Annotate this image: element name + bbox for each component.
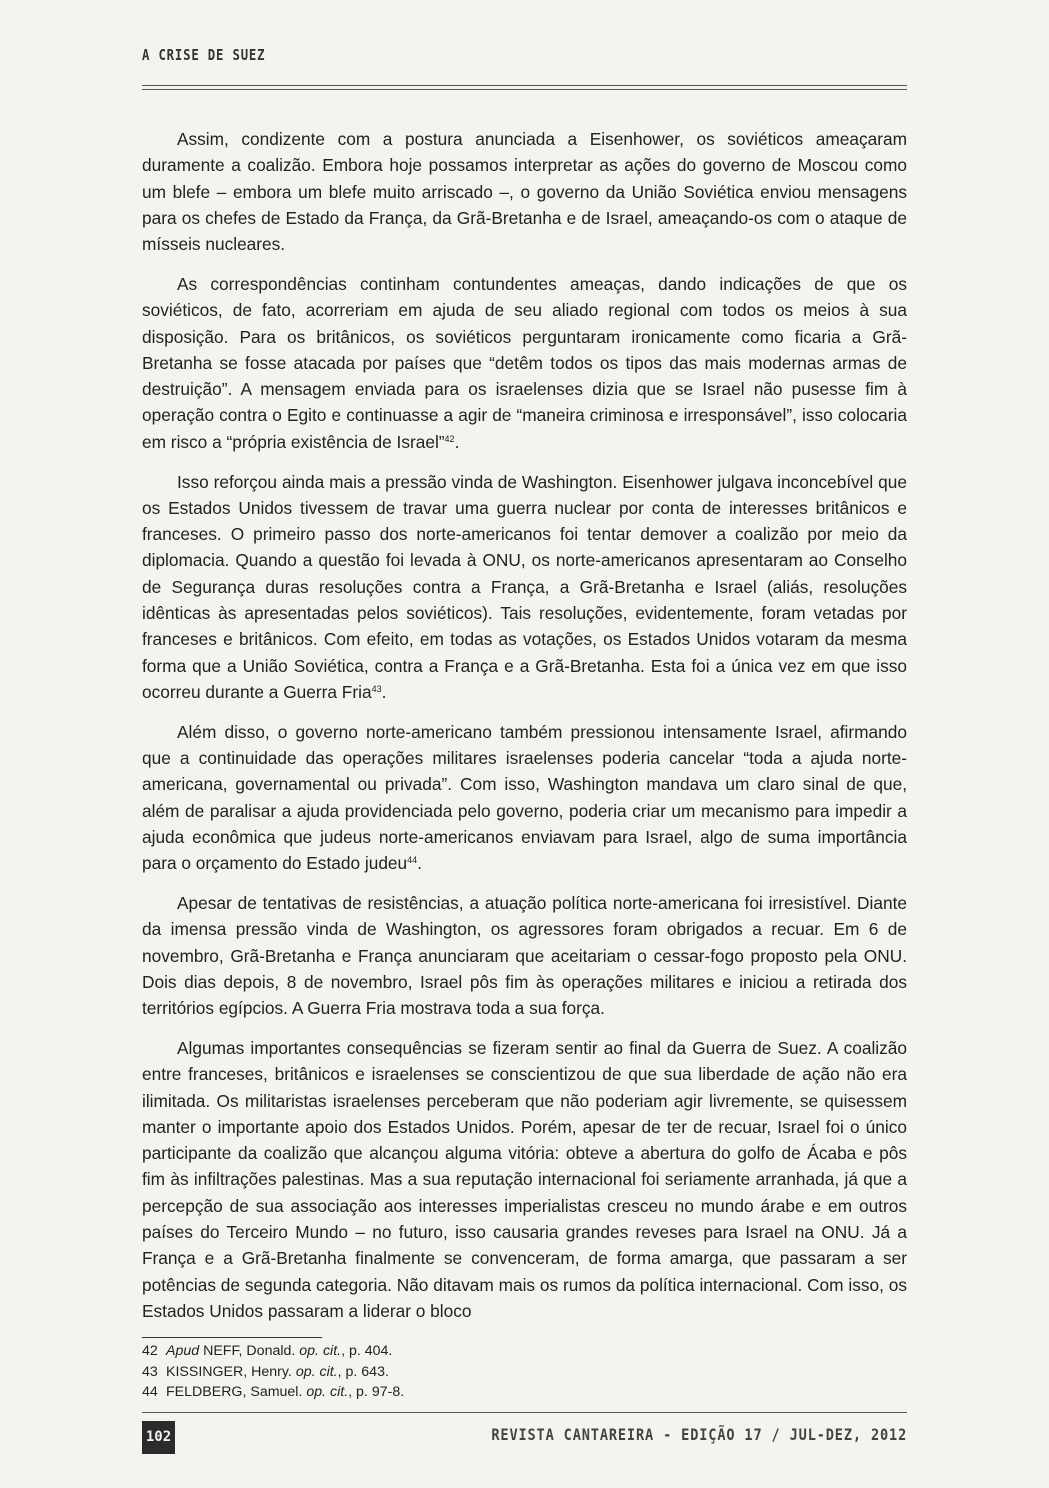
paragraph-text: Isso reforçou ainda mais a pressão vinda de Washington. Eisenhower julgava inconcebível que os Estados Unidos tivessem de travar uma guerra nuclear por conta de interesses britânicos e franceses. O primeiro passo dos norte-americanos foi tentar demover a coalizão por meio da diplomacia. Quando a questão foi levada à ONU, os norte-americanos apresentaram ao Conselho de Segurança duras resoluções contra a França, a Grã-Bretanha e Israel (aliás, resoluções idênticas às apresentadas pelos soviéticos). Tais resoluções, evidentemente, foram vetadas por franceses e britânicos. Com efeito, em todas as votações, os Estados Unidos votaram da mesma forma que a União Soviética, contra a França e a Grã-Bretanha. Esta foi a única vez em que isso ocorreu durante a Guerra Fria	[142, 471, 907, 702]
footnotes	[142, 1341, 907, 1403]
header-rule-top	[142, 85, 907, 86]
footnote-page: , p. 643.	[337, 1363, 389, 1380]
paragraph-5	[142, 890, 907, 1021]
footnote-44	[142, 1382, 907, 1403]
paragraph-text: As correspondências continham contundentes ameaças, dando indicações de que os soviéticos, de fato, acorreriam em ajuda de seu aliado regional com todos os meios à sua disposição. Para os britânicos, os soviéticos perguntaram ironicamente como ficaria a Grã-Bretanha se fosse atacada por países que “detêm todos os tipos das mais modernas armas de destruição”. A mensagem enviada para os israelenses dizia que se Israel não pusesse fim à operação contra o Egito e continuasse a agir de “maneira criminosa e irresponsável”, isso colocaria em risco a “própria existência de Israel”	[142, 273, 907, 452]
paragraph-text: Algumas importantes consequências se fizeram sentir ao final da Guerra de Suez. A coalizão entre franceses, britânicos e israelenses se conscientizou de que sua liberdade de ação não era ilimitada. Os militaristas israelenses perceberam que não poderiam agir livremente, se quisessem manter o importante apoio dos Estados Unidos. Porém, apesar de ter de recuar, Israel foi o único participante da coalizão que alcançou alguma vitória: obteve a abertura do golfo de Ácaba e pôs fim às infiltrações palestinas. Mas a sua reputação internacional foi seriamente arranhada, já que a percepção de sua associação aos interesses imperialistas cresceu no mundo árabe e em outros países do Terceiro Mundo – no futuro, isso causaria grandes reveses para Israel na ONU. Já a França e a Grã-Bretanha finalmente se convenceram, de forma amarga, que passaram a ser potências de segunda categoria. Não ditavam mais os rumos da política internacional. Com isso, os Estados Unidos passaram a liderar o bloco	[142, 1038, 907, 1321]
footnote-ref: op. cit.	[306, 1384, 349, 1400]
footnote-author: KISSINGER, Henry.	[166, 1363, 296, 1380]
footnote-number: 44	[142, 1384, 158, 1400]
paragraph-tail: .	[381, 681, 387, 702]
paragraph-tail: .	[454, 431, 460, 452]
page-number-badge: 102	[142, 1421, 175, 1454]
paragraph-text: Além disso, o governo norte-americano também pressionou intensamente Israel, afirmando que a continuidade das operações militares israelenses poderia cancelar “toda a ajuda norte-americana, governamental ou privada”. Com isso, Washington mandava um claro sinal de que, além de paralisar a ajuda providenciada pelo governo, poderia criar um mecanismo para impedir a ajuda econômica que judeus norte-americanos enviavam para Israel, algo de suma importância para o orçamento do Estado judeu	[142, 721, 907, 874]
footnote-number: 43	[142, 1363, 158, 1380]
footnote-43	[142, 1362, 907, 1383]
paragraph-text: Assim, condizente com a postura anunciada a Eisenhower, os soviéticos ameaçaram duramente a coalizão. Embora hoje possamos interpretar as ações do governo de Moscou como um blefe – embora um blefe muito arriscado –, o governo da União Soviética enviou mensagens para os chefes de Estado da França, da Grã-Bretanha e de Israel, ameaçando-os com o ataque de mísseis nucleares.	[142, 129, 907, 255]
paragraph-2	[142, 271, 907, 455]
paragraph-4	[142, 719, 907, 877]
paragraph-text: Apesar de tentativas de resistências, a atuação política norte-americana foi irresistível. Diante da imensa pressão vinda de Washington, os agressores foram obrigados a recuar. Em 6 de novembro, Grã-Bretanha e França anunciaram que aceitariam o cessar-fogo proposto pela ONU. Dois dias depois, 8 de novembro, Israel pôs fim às operações militares e iniciou a retirada dos territórios egípcios. A Guerra Fria mostrava toda a sua força.	[142, 893, 907, 1019]
footnote-ref-43[interactable]: 43	[371, 683, 382, 694]
footnote-author: NEFF, Donald.	[199, 1343, 300, 1359]
running-title: A CRISE DE SUEZ	[142, 46, 266, 64]
footnote-42	[142, 1341, 907, 1362]
paragraph-3	[142, 469, 907, 706]
header-rule-bottom	[142, 89, 907, 90]
footnote-page: , p. 97-8.	[348, 1384, 405, 1400]
footnote-ref: op. cit.	[299, 1343, 342, 1359]
footnote-separator	[142, 1337, 322, 1338]
footnote-author: FELDBERG, Samuel.	[166, 1384, 307, 1400]
paragraph-1	[142, 126, 907, 257]
footer-rule	[142, 1412, 907, 1413]
footnote-ref: op. cit.	[295, 1363, 338, 1380]
footnote-number: 42	[142, 1343, 158, 1359]
footnote-page: , p. 404.	[341, 1343, 393, 1359]
paragraph-tail: .	[417, 853, 422, 874]
footnote-lead: Apud	[166, 1343, 200, 1359]
footnote-ref-44[interactable]: 44	[407, 855, 418, 866]
paragraph-6	[142, 1035, 907, 1324]
footnote-ref-42[interactable]: 42	[444, 433, 455, 444]
article-body	[142, 126, 907, 1338]
journal-info: REVISTA CANTAREIRA - EDIÇÃO 17 / JUL-DEZ, 2012	[491, 1425, 907, 1444]
